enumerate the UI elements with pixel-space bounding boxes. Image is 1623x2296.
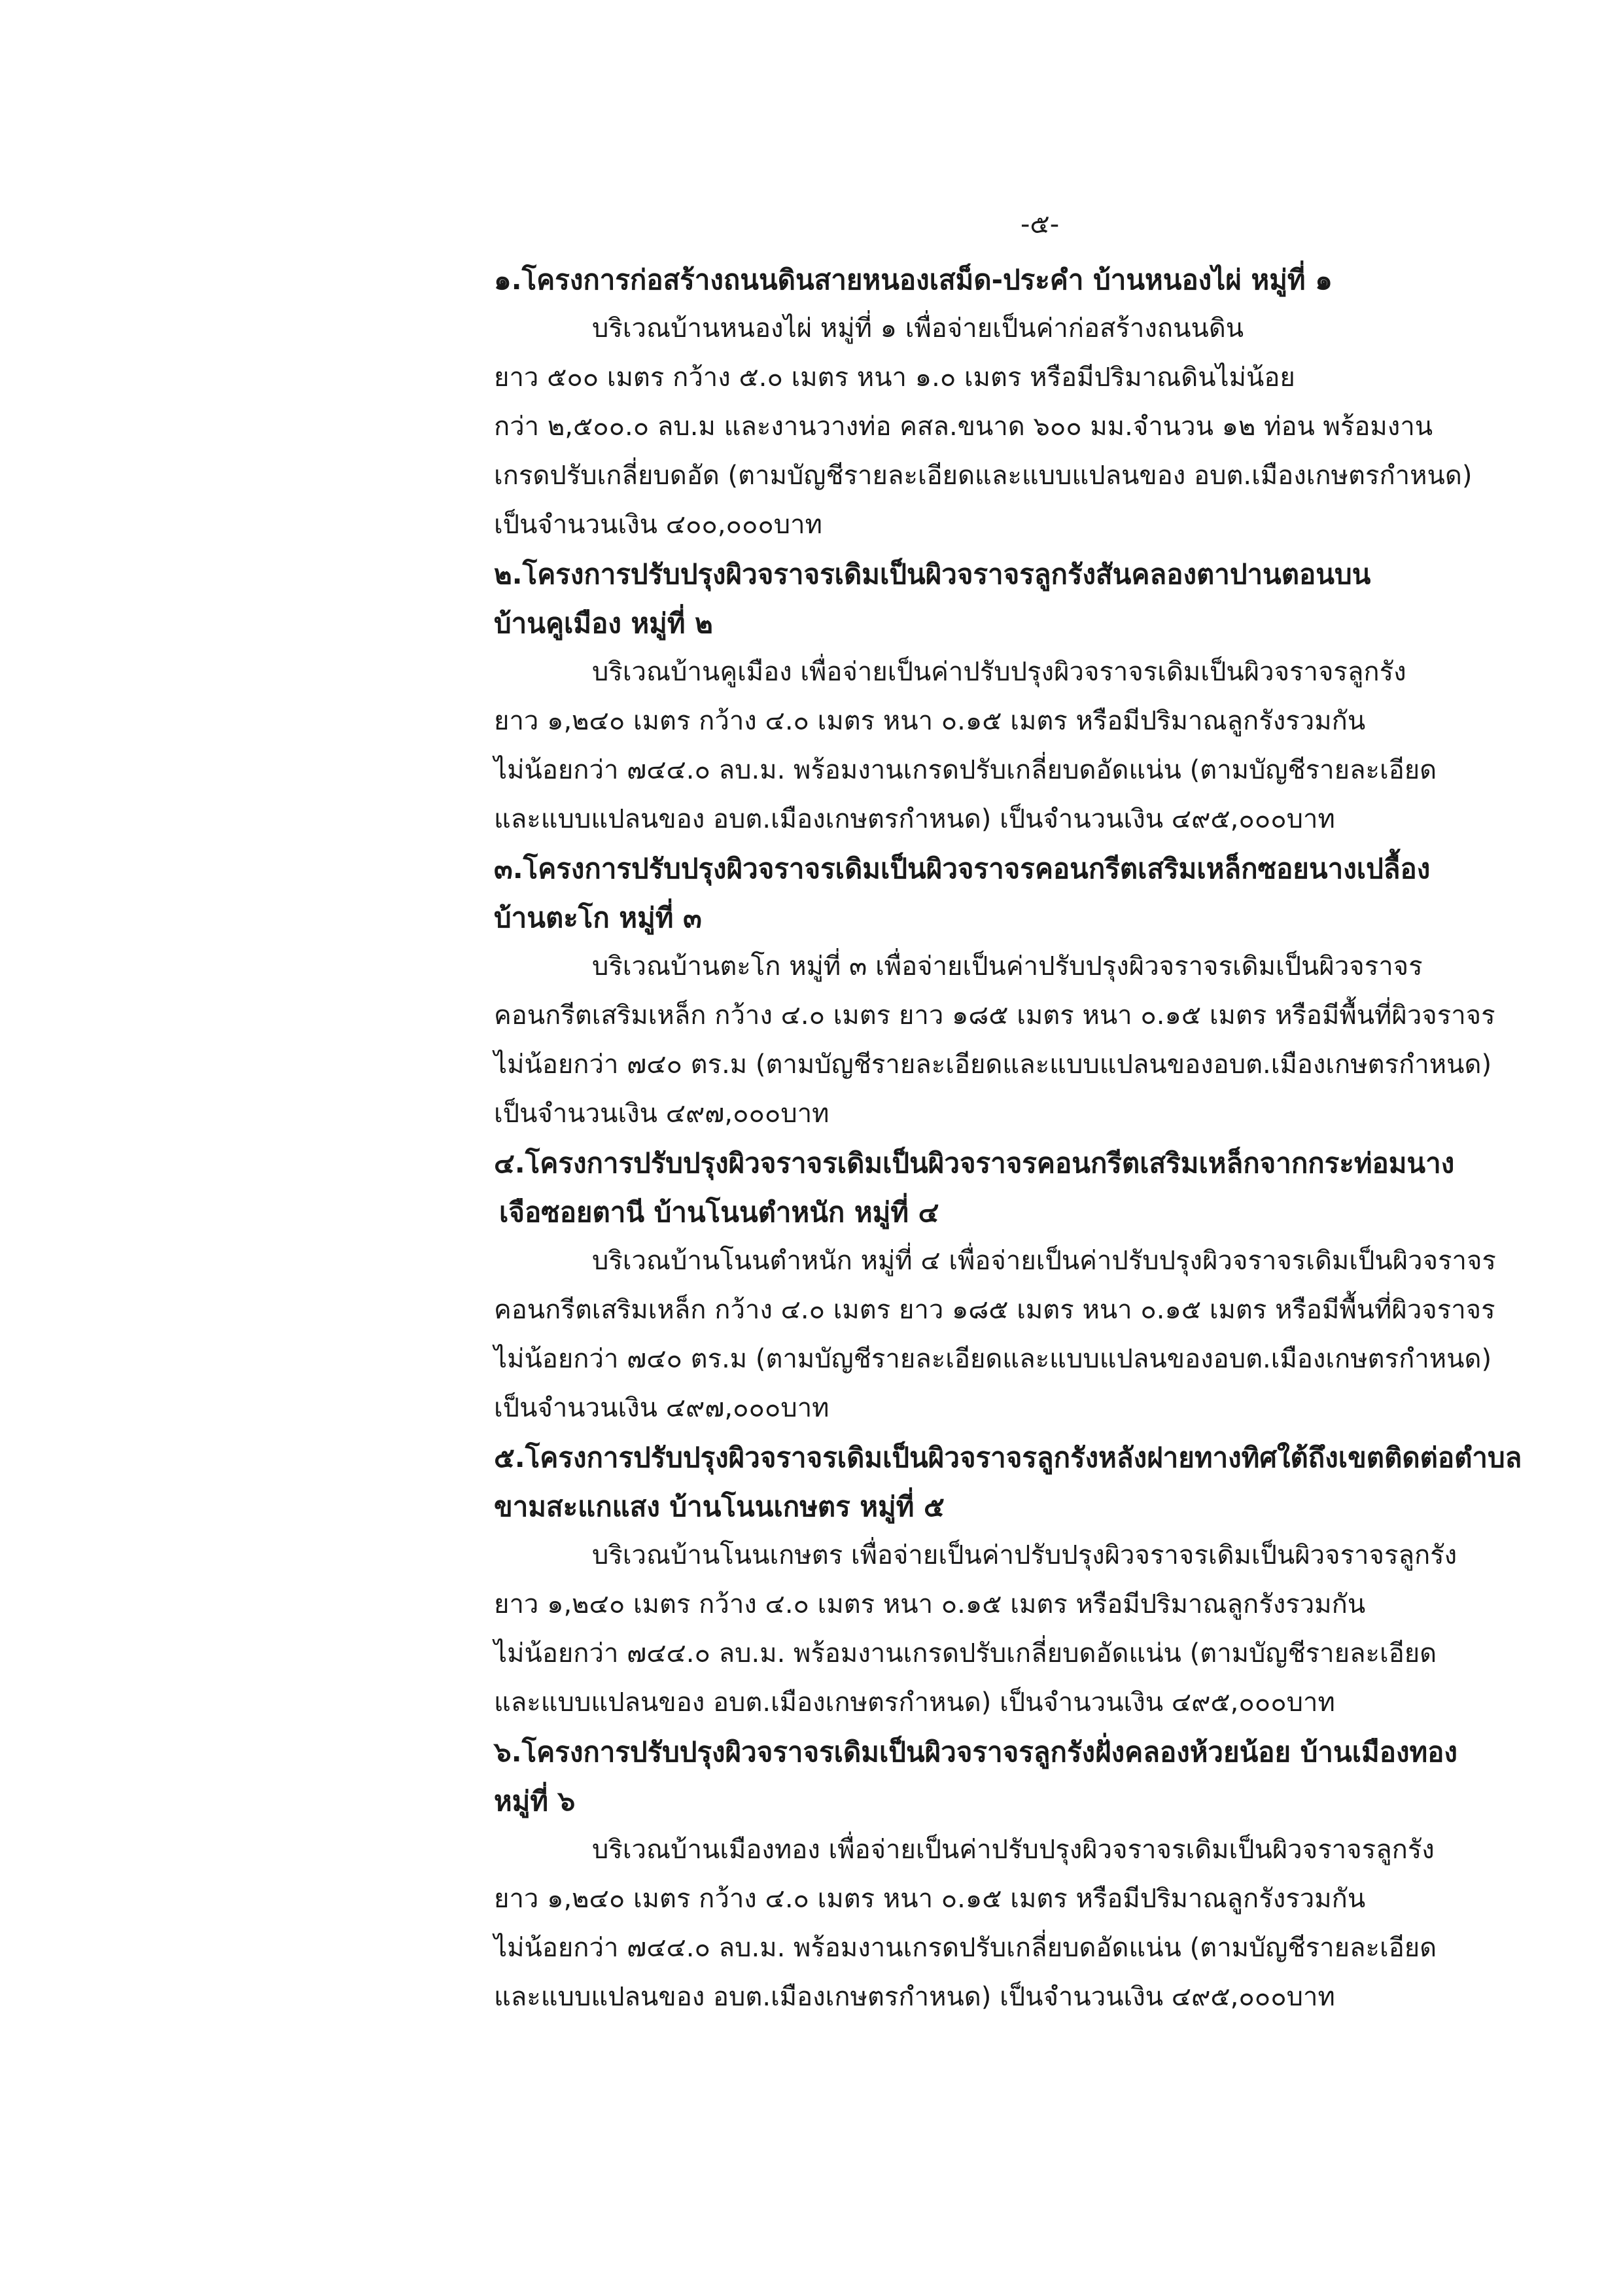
project-description: ไม่น้อยกว่า ๗๔๐ ตร.ม (ตามบัญชีรายละเอียดและแบบแปลนของอบต.เมืองเกษตรกำหนด) — [494, 1344, 1492, 1374]
project-budget: และแบบแปลนของ อบต.เมืองเกษตรกำหนด) เป็นจำนวนเงิน ๔๙๕,๐๐๐บาท — [494, 1982, 1335, 2012]
project-description: ไม่น้อยกว่า ๗๔๐ ตร.ม (ตามบัญชีรายละเอียดและแบบแปลนของอบต.เมืองเกษตรกำหนด) — [494, 1050, 1492, 1080]
project-title: ๑.โครงการก่อสร้างถนนดินสายหนองเสม็ด-ประคำ บ้านหนองไผ่ หมู่ที่ ๑ — [494, 264, 1333, 296]
project-description: บริเวณบ้านโนนตำหนัก หมู่ที่ ๔ เพื่อจ่ายเป็นค่าปรับปรุงผิวจราจรเดิมเป็นผิวจราจร — [592, 1246, 1496, 1276]
document-body — [494, 255, 1554, 2022]
project-title: หมู่ที่ ๖ — [494, 1785, 576, 1817]
project-title: ขามสะแกแสง บ้านโนนเกษตร หมู่ที่ ๕ — [494, 1491, 945, 1523]
project-budget: และแบบแปลนของ อบต.เมืองเกษตรกำหนด) เป็นจำนวนเงิน ๔๙๕,๐๐๐บาท — [494, 1687, 1335, 1718]
project-1 — [494, 255, 1554, 550]
project-4 — [494, 1139, 1554, 1433]
project-description: ยาว ๑,๒๔๐ เมตร กว้าง ๔.๐ เมตร หนา ๐.๑๕ เมตร หรือมีปริมาณลูกรังรวมกัน — [494, 1884, 1366, 1914]
project-6 — [494, 1727, 1554, 2022]
page-number: -๕- — [1021, 209, 1060, 239]
project-title: บ้านตะโก หมู่ที่ ๓ — [494, 902, 702, 934]
project-description: ไม่น้อยกว่า ๗๔๔.๐ ลบ.ม. พร้อมงานเกรดปรับเกลี่ยบดอัดแน่น (ตามบัญชีรายละเอียด — [494, 755, 1437, 785]
project-description: บริเวณบ้านเมืองทอง เพื่อจ่ายเป็นค่าปรับปรุงผิวจราจรเดิมเป็นผิวจราจรลูกรัง — [592, 1835, 1435, 1865]
project-budget: เป็นจำนวนเงิน ๔๙๗,๐๐๐บาท — [494, 1099, 829, 1129]
project-title: ๓.โครงการปรับปรุงผิวจราจรเดิมเป็นผิวจราจรคอนกรีตเสริมเหล็กซอยนางเปลื้อง — [494, 853, 1431, 885]
project-budget: เป็นจำนวนเงิน ๔๐๐,๐๐๐บาท — [494, 510, 822, 540]
project-budget: เป็นจำนวนเงิน ๔๙๗,๐๐๐บาท — [494, 1393, 829, 1423]
project-3 — [494, 844, 1554, 1139]
project-title: บ้านคูเมือง หมู่ที่ ๒ — [494, 607, 713, 639]
project-description: ยาว ๑,๒๔๐ เมตร กว้าง ๔.๐ เมตร หนา ๐.๑๕ เมตร หรือมีปริมาณลูกรังรวมกัน — [494, 706, 1366, 736]
project-title: ๒.โครงการปรับปรุงผิวจราจรเดิมเป็นผิวจราจรลูกรังสันคลองตาปานตอนบน — [494, 558, 1371, 590]
project-title: เจือซอยตานี บ้านโนนตำหนัก หมู่ที่ ๔ — [499, 1196, 939, 1228]
project-description: ยาว ๕๐๐ เมตร กว้าง ๕.๐ เมตร หนา ๑.๐ เมตร หรือมีปริมาณดินไม่น้อย — [494, 362, 1295, 393]
project-description: ไม่น้อยกว่า ๗๔๔.๐ ลบ.ม. พร้อมงานเกรดปรับเกลี่ยบดอัดแน่น (ตามบัญชีรายละเอียด — [494, 1933, 1437, 1963]
project-description: บริเวณบ้านหนองไผ่ หมู่ที่ ๑ เพื่อจ่ายเป็นค่าก่อสร้างถนนดิน — [592, 313, 1244, 344]
project-title: ๖.โครงการปรับปรุงผิวจราจรเดิมเป็นผิวจราจรลูกรังฝั่งคลองห้วยน้อย บ้านเมืองทอง — [494, 1736, 1457, 1768]
project-2 — [494, 550, 1554, 844]
project-5 — [494, 1433, 1554, 1727]
project-budget: และแบบแปลนของ อบต.เมืองเกษตรกำหนด) เป็นจำนวนเงิน ๔๙๕,๐๐๐บาท — [494, 804, 1335, 834]
project-description: บริเวณบ้านโนนเกษตร เพื่อจ่ายเป็นค่าปรับปรุงผิวจราจรเดิมเป็นผิวจราจรลูกรัง — [592, 1540, 1457, 1570]
project-title: ๔.โครงการปรับปรุงผิวจราจรเดิมเป็นผิวจราจรคอนกรีตเสริมเหล็กจากกระท่อมนาง — [494, 1147, 1455, 1179]
project-description: คอนกรีตเสริมเหล็ก กว้าง ๔.๐ เมตร ยาว ๑๘๕ เมตร หนา ๐.๑๕ เมตร หรือมีพื้นที่ผิวจราจร — [494, 1295, 1495, 1325]
project-description: ยาว ๑,๒๔๐ เมตร กว้าง ๔.๐ เมตร หนา ๐.๑๕ เมตร หรือมีปริมาณลูกรังรวมกัน — [494, 1589, 1366, 1619]
project-description: ไม่น้อยกว่า ๗๔๔.๐ ลบ.ม. พร้อมงานเกรดปรับเกลี่ยบดอัดแน่น (ตามบัญชีรายละเอียด — [494, 1638, 1437, 1669]
project-description: คอนกรีตเสริมเหล็ก กว้าง ๔.๐ เมตร ยาว ๑๘๕ เมตร หนา ๐.๑๕ เมตร หรือมีพื้นที่ผิวจราจร — [494, 1000, 1495, 1031]
project-title: ๕.โครงการปรับปรุงผิวจราจรเดิมเป็นผิวจราจรลูกรังหลังฝายทางทิศใต้ถึงเขตติดต่อตำบล — [494, 1441, 1522, 1474]
project-description: บริเวณบ้านตะโก หมู่ที่ ๓ เพื่อจ่ายเป็นค่าปรับปรุงผิวจราจรเดิมเป็นผิวจราจร — [592, 951, 1423, 981]
project-description: บริเวณบ้านคูเมือง เพื่อจ่ายเป็นค่าปรับปรุงผิวจราจรเดิมเป็นผิวจราจรลูกรัง — [592, 657, 1406, 687]
project-description: กว่า ๒,๕๐๐.๐ ลบ.ม และงานวางท่อ คสล.ขนาด ๖๐๐ มม.จำนวน ๑๒ ท่อน พร้อมงาน — [494, 412, 1433, 442]
project-description: เกรดปรับเกลี่ยบดอัด (ตามบัญชีรายละเอียดและแบบแปลนของ อบต.เมืองเกษตรกำหนด) — [494, 461, 1473, 491]
